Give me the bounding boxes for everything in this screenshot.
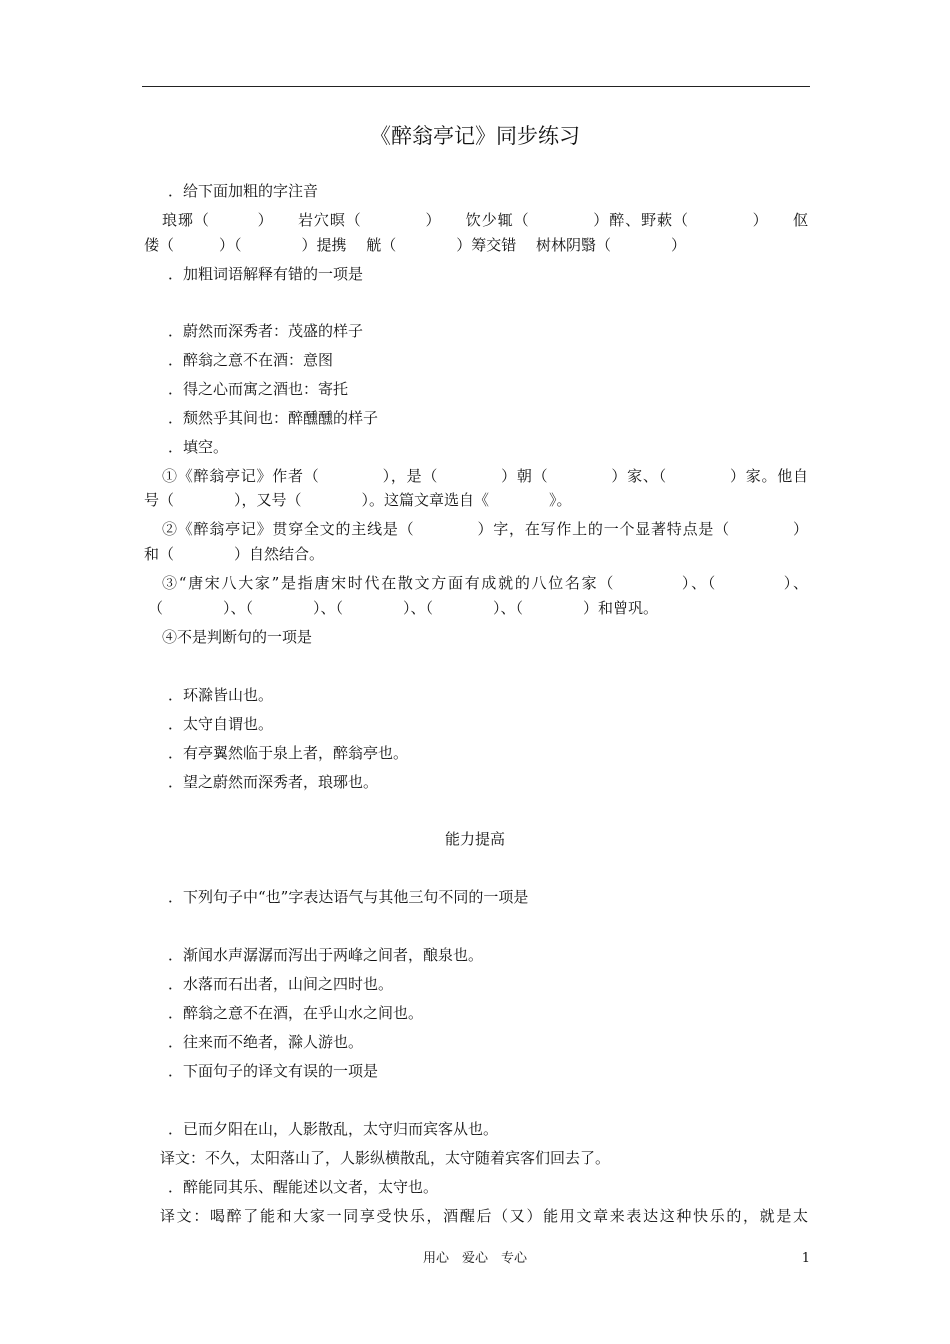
text-line: ．望之蔚然而深秀者，琅琊也。 (168, 773, 379, 791)
page-footer: 用心 爱心 专心 (422, 1251, 527, 1266)
text-line: ．渐闻水声潺潺而泻出于两峰之间者，酿泉也。 (168, 946, 484, 964)
text-line: 译文：不久，太阳落山了，人影纵横散乱，太守随着宾客们回去了。 (160, 1149, 611, 1167)
text-line: ④不是判断句的一项是 (162, 628, 313, 646)
text-line: ．已而夕阳在山，人影散乱，太守归而宾客从也。 (168, 1120, 499, 1138)
text-line: ．往来而不绝者，滁人游也。 (168, 1033, 364, 1051)
text-line: ．水落而石出者，山间之四时也。 (168, 975, 394, 993)
text-line: ②《醉翁亭记》贯穿全文的主线是（ ）字，在写作上的一个显著特点是（ ） (162, 520, 808, 538)
text-line: ③“唐宋八大家”是指唐宋时代在散文方面有成就的八位名家（ ）、（ ）、 (162, 574, 808, 592)
text-line: ．醉翁之意不在酒，在乎山水之间也。 (168, 1004, 424, 1022)
text-line: 琅琊（ ） 岩穴暝（ ） 饮少辄（ ）醉、野蔌（ ） 伛 (162, 211, 808, 229)
page-title: 《醉翁亭记》同步练习 (370, 124, 580, 148)
text-line: ．下列句子中“也”字表达语气与其他三句不同的一项是 (168, 888, 529, 906)
text-line: ．太守自谓也。 (168, 715, 274, 733)
text-line: ．填空。 (168, 438, 229, 456)
text-line: 号（ ），又号（ ）。这篇文章选自《 》。 (144, 491, 572, 509)
text-line: ．给下面加粗的字注音 (168, 182, 319, 200)
text-line: （ ）、（ ）、（ ）、（ ）、（ ）和曾巩。 (148, 599, 659, 617)
header-rule (142, 86, 810, 87)
text-line: ．醉能同其乐、醒能述以文者，太守也。 (168, 1178, 439, 1196)
text-line: ．环滁皆山也。 (168, 686, 274, 704)
text-line: 和（ ）自然结合。 (144, 545, 325, 563)
text-line: ．蔚然而深秀者：茂盛的样子 (168, 322, 364, 340)
text-line: ．加粗词语解释有错的一项是 (168, 265, 364, 283)
text-line: 偻（ ）（ ）提携 觥（ ）筹交错 树林阴翳（ ） (144, 236, 687, 254)
text-line: ．有亭翼然临于泉上者，醉翁亭也。 (168, 744, 409, 762)
section-title: 能力提高 (444, 830, 505, 848)
text-line: ．颓然乎其间也：醉醺醺的样子 (168, 409, 379, 427)
page-number: 1 (801, 1251, 810, 1266)
text-line: ．醉翁之意不在酒：意图 (168, 351, 334, 369)
text-line: ①《醉翁亭记》作者（ ），是（ ）朝（ ）家、（ ）家。他自 (162, 467, 808, 485)
text-line: ．得之心而寓之酒也：寄托 (168, 380, 349, 398)
text-line: 译文：喝醉了能和大家一同享受快乐，酒醒后（又）能用文章来表达这种快乐的，就是太 (160, 1207, 808, 1225)
text-line: ．下面句子的译文有误的一项是 (168, 1062, 379, 1080)
